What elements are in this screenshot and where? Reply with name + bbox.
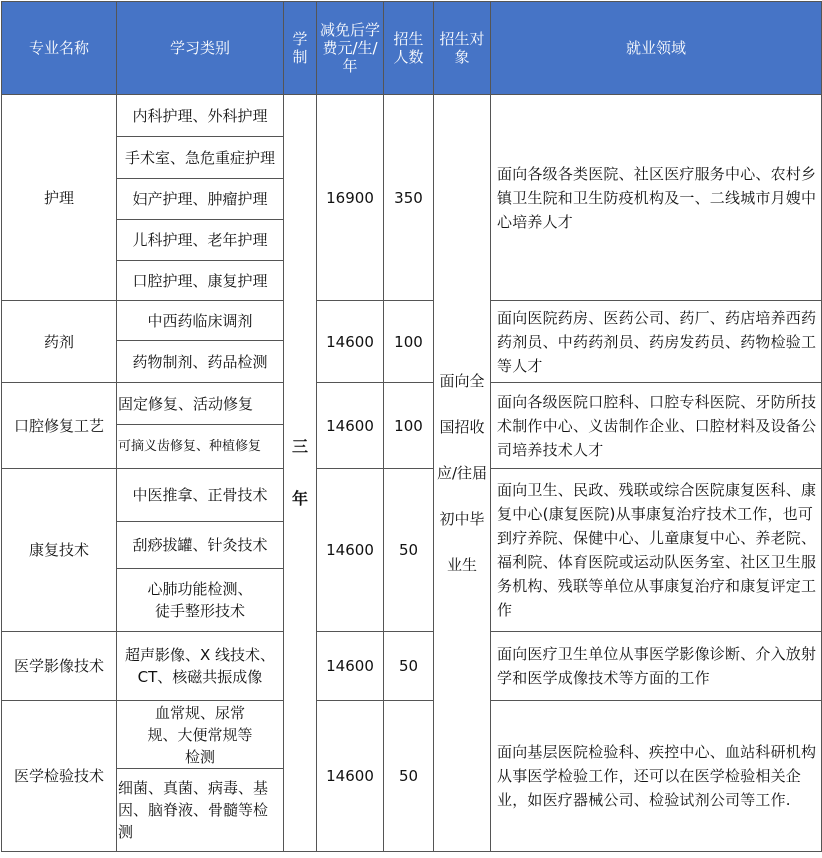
header-employment: 就业领域 [491, 2, 822, 95]
fee-cell: 16900 [317, 95, 384, 301]
fee-cell: 14600 [317, 301, 384, 383]
employment-cell: 面向卫生、民政、残联或综合医院康复医科、康复中心(康复医院)从事康复治疗技术工作，也可到疗养院、保健中心、儿童康复中心、养老院、福利院、体育医院或运动队医务室、社区卫生服务机构、残联等单位从事康复治疗和康复评定工作 [491, 469, 822, 632]
fee-cell: 14600 [317, 469, 384, 632]
employment-cell: 面向医院药房、医药公司、药厂、药店培养西药药剂员、中药药剂员、药房发药员、药物检验工等人才 [491, 301, 822, 383]
table-row [2, 301, 822, 341]
category-cell: 中西药临床调剂 [117, 301, 284, 341]
header-row [2, 2, 822, 95]
enrollment-table [1, 1, 822, 852]
quota-cell: 100 [384, 301, 434, 383]
table-row [2, 95, 822, 137]
quota-cell: 50 [384, 469, 434, 632]
category-cell: 血常规、尿常规、大便常规等检测 [117, 701, 284, 769]
major-cell: 医学影像技术 [2, 632, 117, 701]
major-cell: 药剂 [2, 301, 117, 383]
header-fee: 减免后学费元/生/年 [317, 2, 384, 95]
major-cell: 护理 [2, 95, 117, 301]
employment-cell: 面向各级医院口腔科、口腔专科医院、牙防所技术制作中心、义齿制作企业、口腔材料及设备公司培养技术人才 [491, 383, 822, 469]
major-cell: 医学检验技术 [2, 701, 117, 852]
category-cell: 固定修复、活动修复 [117, 383, 284, 425]
employment-cell: 面向各级各类医院、社区医疗服务中心、农村乡镇卫生院和卫生防疫机构及一、二线城市月嫂中心培养人才 [491, 95, 822, 301]
quota-cell: 50 [384, 632, 434, 701]
employment-cell: 面向医疗卫生单位从事医学影像诊断、介入放射学和医学成像技术等方面的工作 [491, 632, 822, 701]
fee-cell: 14600 [317, 632, 384, 701]
category-cell: 心肺功能检测、徒手整形技术 [117, 569, 284, 632]
table-row [2, 632, 822, 701]
category-cell: 药物制剂、药品检测 [117, 341, 284, 383]
category-cell: 中医推拿、正骨技术 [117, 469, 284, 522]
table-row [2, 383, 822, 425]
category-cell: 口腔护理、康复护理 [117, 261, 284, 301]
category-cell: 妇产护理、肿瘤护理 [117, 179, 284, 220]
header-category: 学习类别 [117, 2, 284, 95]
category-cell: 超声影像、X 线技术、CT、核磁共振成像 [117, 632, 284, 701]
major-cell: 口腔修复工艺 [2, 383, 117, 469]
category-cell: 儿科护理、老年护理 [117, 220, 284, 261]
target-cell: 面向全国招收应/往届初中毕业生 [434, 95, 491, 852]
duration-cell: 三年 [284, 95, 317, 852]
table-row [2, 469, 822, 522]
category-cell: 可摘义齿修复、种植修复 [117, 425, 284, 469]
header-major: 专业名称 [2, 2, 117, 95]
category-cell: 刮痧拔罐、针灸技术 [117, 522, 284, 569]
category-cell: 内科护理、外科护理 [117, 95, 284, 137]
table-row [2, 701, 822, 769]
quota-cell: 100 [384, 383, 434, 469]
employment-cell: 面向基层医院检验科、疾控中心、血站科研机构从事医学检验工作，还可以在医学检验相关企业，如医疗器械公司、检验试剂公司等工作. [491, 701, 822, 852]
quota-cell: 350 [384, 95, 434, 301]
header-duration: 学制 [284, 2, 317, 95]
major-cell: 康复技术 [2, 469, 117, 632]
header-target: 招生对象 [434, 2, 491, 95]
header-quota: 招生人数 [384, 2, 434, 95]
category-cell: 手术室、急危重症护理 [117, 137, 284, 179]
quota-cell: 50 [384, 701, 434, 852]
fee-cell: 14600 [317, 383, 384, 469]
category-cell: 细菌、真菌、病毒、基因、脑脊液、骨髓等检测 [117, 769, 284, 852]
fee-cell: 14600 [317, 701, 384, 852]
